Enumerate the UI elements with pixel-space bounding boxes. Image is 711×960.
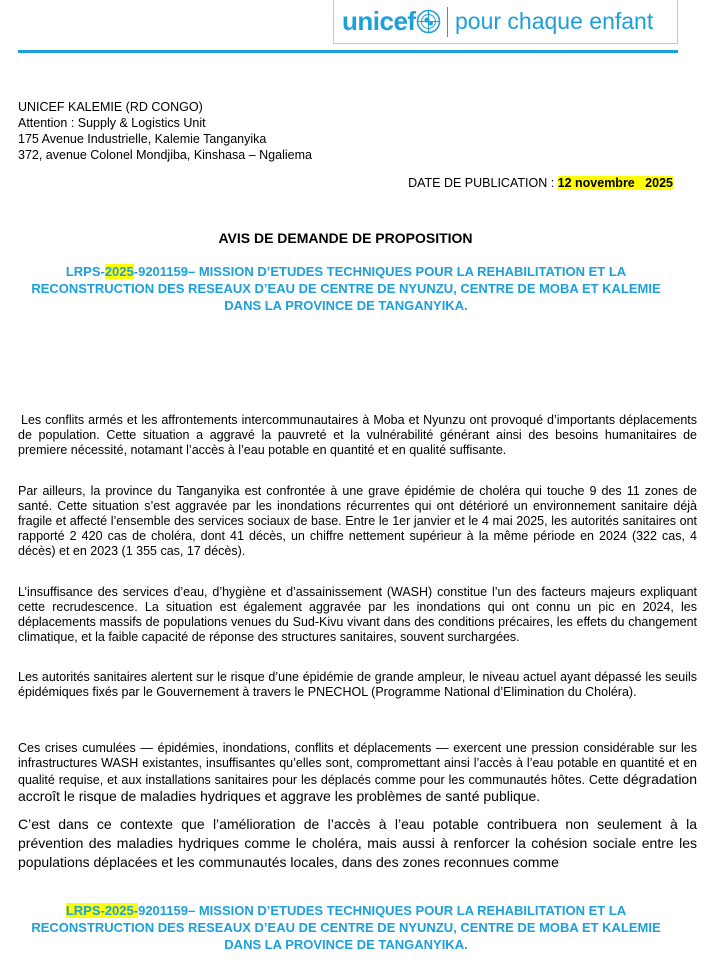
publication-label: DATE DE PUBLICATION : — [408, 176, 558, 190]
address-line: 175 Avenue Industrielle, Kalemie Tanganyika — [18, 132, 267, 146]
address-line: UNICEF KALEMIE (RD CONGO) — [18, 100, 203, 114]
publication-date-value: 12 novembre 2025 — [557, 176, 673, 190]
address-block — [18, 99, 312, 163]
reference-year: 2025 — [104, 903, 134, 918]
reference-sep: - — [133, 903, 139, 918]
document-title: AVIS DE DEMANDE DE PROPOSITION — [218, 230, 473, 246]
paragraph: Les conflits armés et les affrontements intercommunautaires à Moba et Nyunzu ont provoqué d’importants déplacements de population. Cette situation a aggravé la pauvreté et la vulnérabilité générant ainsi des besoins humanitaires de premiere nécessité, notamant l’accès à l’eau potable en quantité et en qualité suffisante. — [18, 413, 697, 457]
reference-year: 2025 — [104, 264, 134, 279]
reference-prefix: LRPS- — [65, 903, 105, 918]
reference-sep: - — [133, 264, 139, 279]
reference-title-footer — [18, 902, 674, 953]
header-rule — [18, 50, 678, 53]
paragraph: L’insuffisance des services d’eau, d’hygiène et d’assainissement (WASH) constitue l’un des facteurs majeurs expliquant cette recrudescence. La situation est également aggravée par les inondations qui ont connu un pic en 2024, les déplacements massifs de populations venues du Sud-Kivu vivant dans des conditions précaires, les effets du changement climatique, et la faible capacité de réponse des structures sanitaires, souvent surchargées. — [18, 585, 697, 644]
paragraph: Par ailleurs, la province du Tanganyika est confrontée à une grave épidémie de choléra qui touche 9 des 11 zones de santé. Cette situation s’est aggravée par les inondations récurrentes qui ont détérioré un environnement sanitaire déjà fragile et affecté l’ensemble des services sociaux de base. Entre le 1er janvier et le 4 mai 2025, les autorités sanitaires ont rapporté 2 420 cas de choléra, dont 41 décès, un chiffre nettement supérieur à la même période en 2024 (322 cas, 4 décès) et en 2023 (1 355 cas, 17 décès). — [18, 484, 697, 558]
paragraph-text: Ces crises cumulées — épidémies, inondations, conflits et déplacements — exercent une pression considérable sur les infrastructures WASH existantes, insuffisantes qu’elles sont, compromettant ainsi l’accès à l’eau potable en quantité et en qualité requise, et aux installations sanitaires pour les déplacés comme pour les communautés hôtes. — [18, 741, 697, 787]
paragraph: Les autorités sanitaires alertent sur le risque d’une épidémie de grande ampleur, le niveau actuel ayant dépassé les seuils épidémiques fixés par le Gouvernement à travers le PNECHOL (Programme National d’Elimination du Choléra). — [18, 670, 697, 699]
reference-prefix: LRPS- — [65, 264, 105, 279]
unicef-logo — [333, 0, 678, 44]
paragraph-text: dégradation accroît le risque de maladies hydriques et aggrave les problèmes de santé publique. — [18, 771, 697, 804]
paragraph — [18, 741, 697, 805]
unicef-globe-icon — [416, 9, 441, 34]
address-line: Attention : Supply & Logistics Unit — [18, 116, 206, 130]
publication-date — [408, 176, 673, 190]
logo-word: unicef — [342, 6, 416, 36]
paragraph-text: Cette — [588, 773, 619, 787]
reference-title — [18, 263, 674, 314]
reference-text: 9201159– MISSION D’ETUDES TECHNIQUES POUR LA REHABILITATION ET LA RECONSTRUCTION DES RESEAUX D’EAU DE CENTRE DE NYUNZU, CENTRE DE MOBA ET KALEMIE DANS LA PROVINCE DE TANGANYIKA. — [31, 264, 661, 313]
reference-text: 9201159– MISSION D’ETUDES TECHNIQUES POUR LA REHABILITATION ET LA RECONSTRUCTION DES RESEAUX D’EAU DE CENTRE DE NYUNZU, CENTRE DE MOBA ET KALEMIE DANS LA PROVINCE DE TANGANYIKA. — [31, 903, 661, 952]
paragraph: C’est dans ce contexte que l’amélioration de l’accès à l’eau potable contribuera non seulement à la prévention des maladies hydriques comme le choléra, mais aussi à renforcer la cohésion sociale entre les populations déplacées et les communautés locales, dans des zones reconnues comme — [18, 816, 697, 870]
address-line: 372, avenue Colonel Mondjiba, Kinshasa – Ngaliema — [18, 148, 312, 162]
logo-separator — [447, 7, 448, 37]
logo-tagline: pour chaque enfant — [455, 8, 654, 34]
